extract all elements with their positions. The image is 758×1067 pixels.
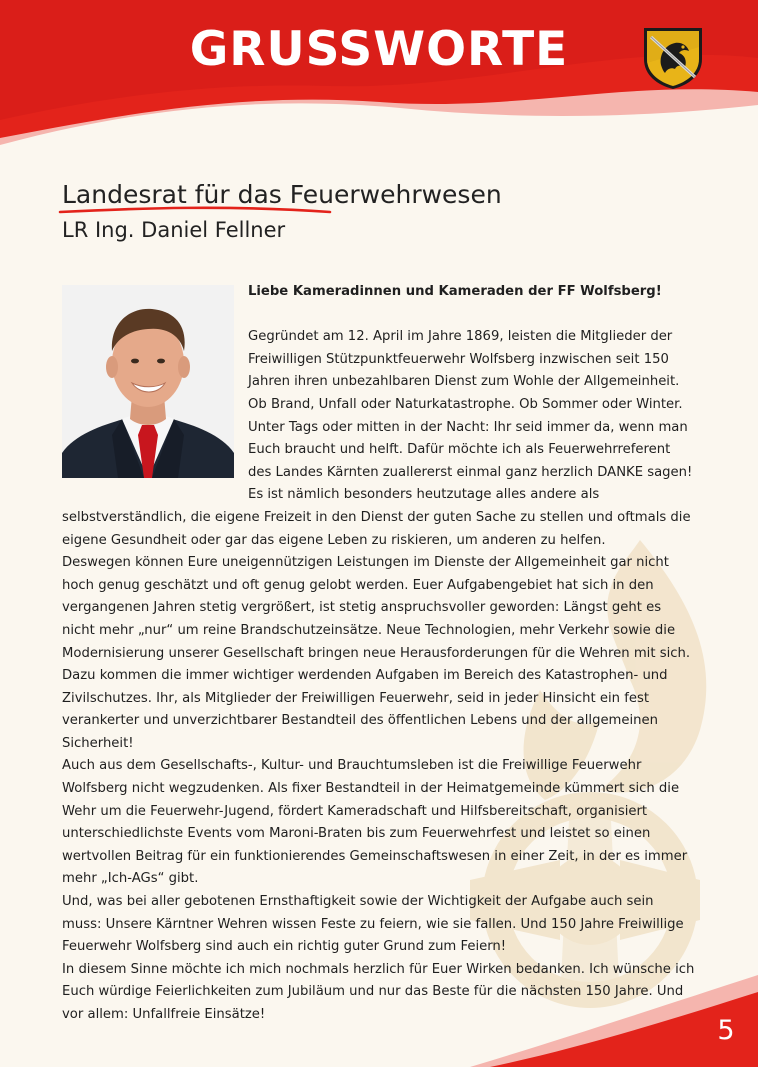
letter-paragraph: Deswegen können Eure uneigennützigen Leistungen im Dienste der Allgemeinheit gar nicht hoch genug geschätzt und oft genug gelobt werden. Euer Aufgabengebiet hat sich in den vergangenen Jahren stetig vergrößert, ist stetig anspruchsvoller geworden: Längst geht es nicht mehr „nur“ um reine Brandschutzeinsätze. Neue Technologien, mehr Verkehr sowie die Modernisierung unserer Gesellschaft bringen neue Herausforderungen für die Wehren mit sich. Dazu kommen die immer wichtiger werdenden Aufgaben im Bereich des Katastrophen- und Zivilschutzes. Ihr, als Mitglieder der Freiwilligen Feuerwehr, seid in jeder Hinsicht ein fest verankerter und unverzichtbarer Bestandteil des öffentlichen Lebens und der allgemeinen Sicherheit! — [62, 555, 691, 751]
portrait-text-wrap-spacer — [62, 281, 248, 489]
letter-body — [62, 281, 696, 1027]
letter-paragraph: Auch aus dem Gesellschafts-, Kultur- und Brauchtumsleben ist die Freiwillige Feuerwehr Wolfsberg nicht wegzudenken. Als fixer Bestandteil in der Heimatgemeinde kümmert sich die Wehr um die Feuerwehr-Jugend, fördert Kameradschaft und Hilfsbereitschaft, organisiert unterschiedlichste Events vom Maroni-Braten bis zum Feuerwehrfest und leistet so einen wertvollen Beitrag für ein funktionierendes Gemeinschaftswesen in einer Zeit, in der es immer mehr „Ich-AGs“ gibt. — [62, 758, 688, 887]
page-header-title: GRUSSWORTE — [189, 22, 569, 77]
letter-paragraph: Und, was bei aller gebotenen Ernsthaftigkeit sowie der Wichtigkeit der Aufgabe auch sein muss: Unsere Kärntner Wehren wissen Feste zu feiern, wie sie fallen. Und 150 Jahre Freiwillige Feuerwehr Wolfsberg sind auch ein richtig guter Grund zum Feiern! — [62, 894, 684, 955]
section-subtitle: LR Ing. Daniel Fellner — [62, 218, 286, 242]
section-title: Landesrat für das Feuerwehrwesen — [62, 180, 502, 209]
wolfsberg-crest-icon — [641, 25, 705, 91]
letter-paragraph: Gegründet am 12. April im Jahre 1869, leisten die Mitglieder der Freiwilligen Stützpunktfeuerwehr Wolfsberg inzwischen seit 150 Jahren ihren unbezahlbaren Dienst zum Wohle der Allgemeinheit. Ob Brand, Unfall oder Naturkatastrophe. Ob Sommer oder Winter. Unter Tags oder mitten in der Nacht: Ihr seid immer da, wenn man Euch braucht und helft. Dafür möchte ich als Feuerwehrreferent des Landes Kärnten zuallererst einmal ganz herzlich DANKE sagen! Es ist nämlich besonders heutzutage alles andere als selbstverständlich, die eigene Freizeit in den Dienst der guten Sache zu stellen und oftmals die eigene Gesundheit oder gar das eigene Leben zu riskieren, um anderen zu helfen. — [62, 329, 693, 548]
letter-greeting: Liebe Kameradinnen und Kameraden der FF Wolfsberg! — [248, 284, 662, 299]
page-number: 5 — [717, 1015, 735, 1046]
letter-paragraph: In diesem Sinne möchte ich mich nochmals herzlich für Euer Wirken bedanken. Ich wünsche ich Euch würdige Feierlichkeiten zum Jubiläum und nur das Beste für die nächsten 150 Jahre. Und vor allem: Unfallfreie Einsätze! — [62, 961, 695, 1022]
